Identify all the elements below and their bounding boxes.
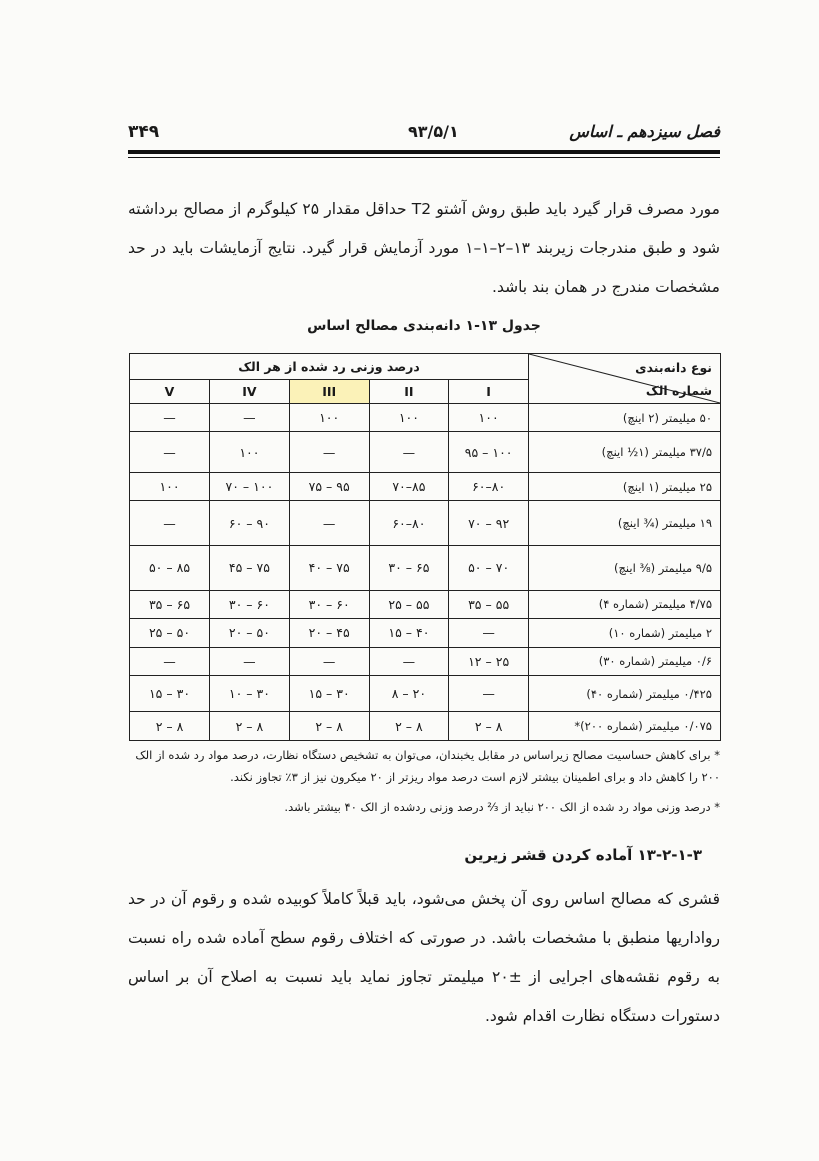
value-cell-i: ۷۰ – ۵۰ [449, 546, 529, 591]
gradation-table [129, 353, 721, 741]
sieve-size-cell: ۴/۷۵ میلیمتر (شماره ۴) [529, 590, 721, 618]
value-cell-ii: — [369, 432, 449, 473]
table-row [130, 619, 721, 647]
table-row [130, 675, 721, 712]
column-header-iv: IV [210, 380, 290, 404]
table-row [130, 432, 721, 473]
sieve-size-cell: ۱۹ میلیمتر (¾ اینچ) [529, 501, 721, 546]
value-cell-iv: ۷۵ – ۴۵ [210, 546, 290, 591]
value-cell-v: — [130, 501, 210, 546]
footnote-1: * برای کاهش حساسیت مصالح زیراساس در مقابل یخبندان، می‌توان به تشخیص دستگاه نظارت، درصد مواد رد شده از الک ۲۰۰ را کاهش داد و برای اطمینان بیشتر لازم است درصد مواد ریزتر از ۲۰ میکرون نیز از ۳٪ تجاوز نکند. [135, 748, 720, 784]
sieve-size-cell: ۹/۵ میلیمتر (⅜ اینچ) [529, 546, 721, 591]
value-cell-ii: ۶۵ – ۳۰ [369, 546, 449, 591]
value-cell-ii: ۲۰ – ۸ [369, 675, 449, 712]
footnote-2: * درصد وزنی مواد رد شده از الک ۲۰۰ نباید از ⅔ درصد وزنی ردشده از الک ۴۰ بیشتر باشد. [284, 800, 720, 814]
value-cell-iv: ۵۰ – ۲۰ [210, 619, 290, 647]
value-cell-iii: ۱۰۰ [289, 404, 369, 432]
value-cell-ii: ۴۰ – ۱۵ [369, 619, 449, 647]
value-cell-iv: ۱۰۰ [210, 432, 290, 473]
table-row [130, 473, 721, 501]
value-cell-i: ۹۲ – ۷۰ [449, 501, 529, 546]
sieve-size-cell: ۵۰ میلیمتر (۲ اینچ) [529, 404, 721, 432]
header-rule-thin [128, 157, 720, 158]
section-heading: ۱۳-۲-۱-۳ آماده کردن قشر زیرین [464, 846, 702, 864]
value-cell-ii: ۸۵–۷۰ [369, 473, 449, 501]
header-date: ۹۳/۵/۱ [408, 122, 459, 141]
value-cell-i: ۱۰۰ [449, 404, 529, 432]
value-cell-ii: ۱۰۰ [369, 404, 449, 432]
column-header-ii: II [369, 380, 449, 404]
corner-top-label: نوع دانه‌بندی [635, 360, 712, 375]
value-cell-v: ۳۰ – ۱۵ [130, 675, 210, 712]
sieve-size-cell: ۰/۶ میلیمتر (شماره ۳۰) [529, 647, 721, 675]
value-cell-v: — [130, 404, 210, 432]
page-header [128, 118, 720, 148]
page-number: ۳۴۹ [128, 122, 160, 142]
table-row [130, 404, 721, 432]
group-header: درصد وزنی رد شده از هر الک [130, 354, 529, 380]
value-cell-ii: ۸۰–۶۰ [369, 501, 449, 546]
value-cell-iii: ۶۰ – ۳۰ [289, 590, 369, 618]
column-header-v: V [130, 380, 210, 404]
sieve-size-cell: ۰/۰۷۵ میلیمتر (شماره ۲۰۰)* [529, 712, 721, 741]
table-body [130, 404, 721, 741]
intro-paragraph: مورد مصرف قرار گیرد باید طبق روش آشتو T2 حداقل مقدار ۲۵ کیلوگرم از مصالح برداشته شود و طبق مندرجات زیربند ۱۳–۲–۱–۱ مورد آزمایش قرار گیرد. نتایج آزمایشات باید در حد مشخصات مندرج در همان بند باشد. [128, 200, 720, 296]
column-header-iii: III [289, 380, 369, 404]
value-cell-iii: ۷۵ – ۴۰ [289, 546, 369, 591]
value-cell-i: ۲۵ – ۱۲ [449, 647, 529, 675]
value-cell-v: ۶۵ – ۳۵ [130, 590, 210, 618]
value-cell-v: — [130, 432, 210, 473]
value-cell-iv: ۸ – ۲ [210, 712, 290, 741]
value-cell-iii: ۹۵ – ۷۵ [289, 473, 369, 501]
section-paragraph: قشری که مصالح اساس روی آن پخش می‌شود، باید قبلاً کاملاً کوبیده شده و رقوم آن در حد رواداریها منطبق با مشخصات باشد. در صورتی که اختلاف رقوم سطح آماده شده راه نسبت به رقوم نقشه‌های اجرایی از ±۲۰ میلیمتر تجاوز نماید باید نسبت به اصلاح آن بر اساس دستورات دستگاه نظارت اقدام شود. [128, 890, 720, 1025]
table-caption: جدول ۱۳-۱ دانه‌بندی مصالح اساس [307, 318, 541, 334]
value-cell-iv: — [210, 647, 290, 675]
column-header-i: I [449, 380, 529, 404]
value-cell-v: ۸۵ – ۵۰ [130, 546, 210, 591]
value-cell-iv: ۱۰۰ – ۷۰ [210, 473, 290, 501]
value-cell-i: ۸ – ۲ [449, 712, 529, 741]
value-cell-iii: — [289, 501, 369, 546]
sieve-size-cell: ۳۷/۵ میلیمتر (۱½ اینچ) [529, 432, 721, 473]
value-cell-i: ۱۰۰ – ۹۵ [449, 432, 529, 473]
value-cell-ii: ۸ – ۲ [369, 712, 449, 741]
value-cell-iii: ۴۵ – ۲۰ [289, 619, 369, 647]
value-cell-iii: ۸ – ۲ [289, 712, 369, 741]
value-cell-v: ۸ – ۲ [130, 712, 210, 741]
value-cell-i: ۵۵ – ۳۵ [449, 590, 529, 618]
table-row [130, 501, 721, 546]
value-cell-iii: ۳۰ – ۱۵ [289, 675, 369, 712]
value-cell-ii: — [369, 647, 449, 675]
value-cell-v: — [130, 647, 210, 675]
table-row [130, 712, 721, 741]
value-cell-i: ۸۰–۶۰ [449, 473, 529, 501]
value-cell-v: ۵۰ – ۲۵ [130, 619, 210, 647]
chapter-title: فصل سیزدهم ـ اساس [569, 122, 720, 141]
value-cell-i: — [449, 675, 529, 712]
value-cell-iv: ۳۰ – ۱۰ [210, 675, 290, 712]
table-row [130, 647, 721, 675]
value-cell-iii: — [289, 432, 369, 473]
value-cell-iii: — [289, 647, 369, 675]
table-row [130, 546, 721, 591]
sieve-size-cell: ۲ میلیمتر (شماره ۱۰) [529, 619, 721, 647]
table-row [130, 590, 721, 618]
value-cell-ii: ۵۵ – ۲۵ [369, 590, 449, 618]
value-cell-v: ۱۰۰ [130, 473, 210, 501]
corner-bottom-label: شماره الک [645, 383, 712, 398]
table-corner-cell [529, 354, 721, 404]
sieve-size-cell: ۲۵ میلیمتر (۱ اینچ) [529, 473, 721, 501]
header-rule-thick [128, 150, 720, 154]
value-cell-iv: ۹۰ – ۶۰ [210, 501, 290, 546]
value-cell-iv: ۶۰ – ۳۰ [210, 590, 290, 618]
sieve-size-cell: ۰/۴۲۵ میلیمتر (شماره ۴۰) [529, 675, 721, 712]
value-cell-i: — [449, 619, 529, 647]
value-cell-iv: — [210, 404, 290, 432]
